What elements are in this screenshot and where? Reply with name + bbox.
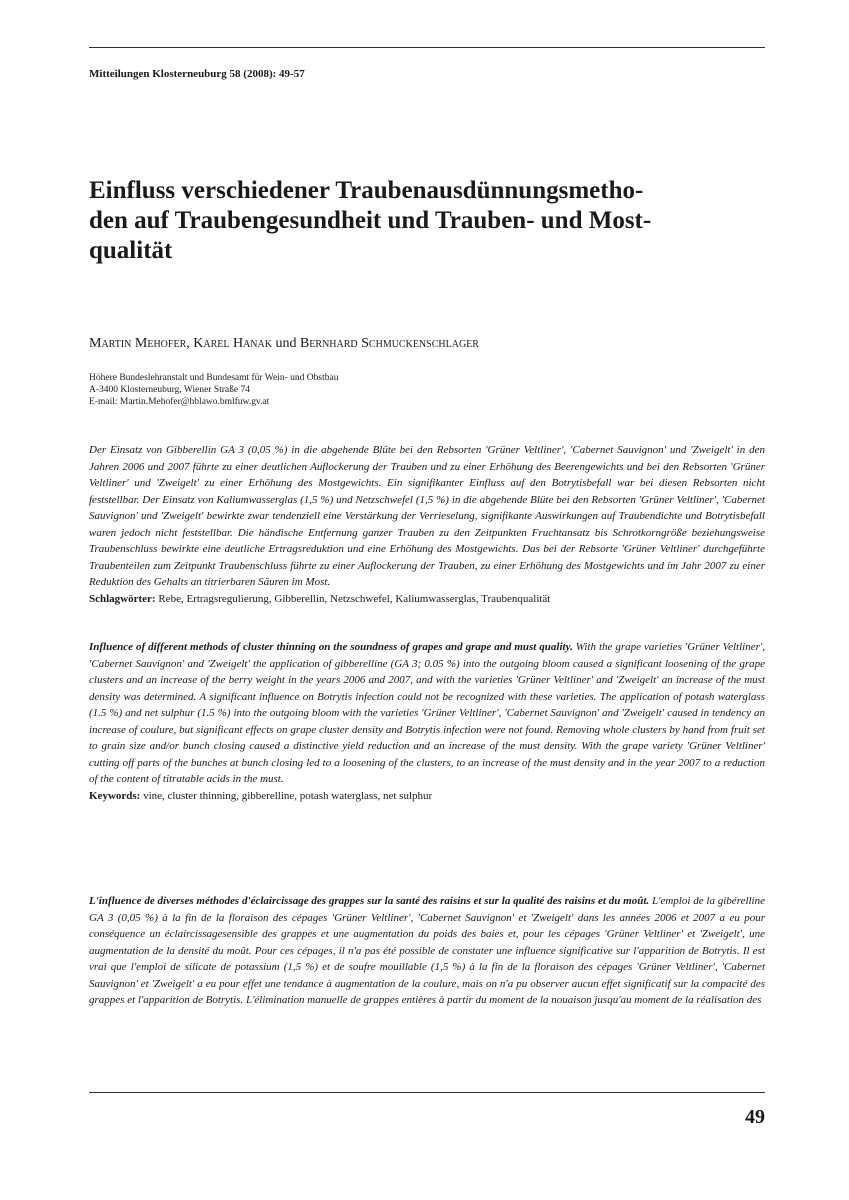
author-1: Martin Mehofer [89, 336, 187, 351]
keywords-english-text: vine, cluster thinning, gibberelline, potash waterglass, net sulphur [140, 789, 433, 802]
abstract-french [89, 893, 765, 1009]
top-rule [89, 47, 765, 48]
author-separator: , [186, 336, 194, 351]
author-list [89, 336, 479, 352]
keywords-german-text: Rebe, Ertragsregulierung, Gibberellin, Netzschwefel, Kaliumwasserglas, Traubenqualität [155, 592, 551, 605]
title-line-2: den auf Traubengesundheit und Trauben- und Most- [89, 207, 652, 234]
author-conjunction: und [271, 336, 300, 351]
title-line-3: qualität [89, 237, 173, 264]
keywords-german [89, 593, 550, 605]
keywords-english [89, 790, 432, 802]
author-3: Bernhard Schmuckenschlager [299, 336, 479, 351]
abstract-german-text: Der Einsatz von Gibberellin GA 3 (0,05 %) in die abgehende Blüte bei den Rebsorten 'Grüner Veltliner', 'Cabernet Sauvignon' und 'Zweigelt' in den Jahren 2006 und 2007 führte zu einer deutlichen Auflockerung der Trauben und zu einer Erhöhung des Beerengewichts und bei den Rebsorten 'Grüner Veltliner' und 'Zweigelt' zu einer Erhöhung des Mostgewichts. Ein signifikanter Einfluss auf den Botrytisbefall war bei diesen Rebsorten nicht feststellbar. Der Einsatz von Kaliumwasserglas (1,5 %) und Netzschwefel (1,5 %) in die abgehende Blüte bei den Rebsorten 'Grüner Veltliner', 'Cabernet Sauvignon' und 'Zweigelt' bewirkte zwar tendenziell eine Verstärkung der Verrieselung, signifikante Auswirkungen auf Traubendichte und Botrytisbefall waren jedoch nicht feststellbar. Die händische Entfernung ganzer Trauben zu den Zeitpunkten Fruchtansatz bis Schrotkorngröße beziehungsweise Traubenschluss bewirkte eine deutliche Ertragsreduktion und eine Erhöhung des Mostgewichts. Das bei der Rebsorte 'Grüner Veltliner' durchgeführte Traubenteilen zum Zeitpunkt Traubenschluss führte zu einer Auflockerung der Trauben, zu einer Erhöhung des Mostgewichts und im Jahr 2007 zu einer Reduktion des Gehalts an titrierbaren Säuren im Most. [89, 444, 765, 588]
abstract-english-title: Influence of different methods of cluster thinning on the soundness of grapes and grape and must quality. [89, 641, 573, 653]
article-title [89, 176, 769, 266]
affiliation [89, 372, 338, 408]
page-number: 49 [745, 1106, 765, 1128]
abstract-english [89, 639, 765, 804]
affiliation-address: A-3400 Klosterneuburg, Wiener Straße 74 [89, 385, 250, 395]
abstract-english-text: With the grape varieties 'Grüner Veltliner', 'Cabernet Sauvignon' and 'Zweigelt' the application of gibberelline (GA 3; 0.05 %) into the outgoing bloom caused a significant loosening of the grape clusters and an increase of the berry weight in the years 2006 and 2007, and with the varieties 'Grüner Veltliner' and 'Zweigelt' an increase of the must density was determined. A significant influence on Botrytis infection could not be recognized with these varieties. The application of potash waterglass (1.5 %) and net sulphur (1.5 %) into the outgoing bloom with the varieties 'Grüner Veltliner', 'Cabernet Sauvignon' and 'Zweigelt' caused in tendency an increase of coulure, but significant effects on grape cluster density and Botrytis infection were not found. Removing whole clusters by hand from fruit set to grain size and/or bunch closing caused a distinctive yield reduction and an increase of the must density. With the grape variety 'Grüner Veltliner' cutting off parts of the bunches at bunch closing led to a loosening of the clusters, to an increase of the must density and in the year 2007 to a reduction of the content of titratable acids in the must. [89, 641, 765, 785]
keywords-english-label: Keywords: [89, 789, 141, 802]
abstract-french-text: L'emploi de la gibérelline GA 3 (0,05 %) à la fin de la floraison des cépages 'Grüner Veltliner', 'Cabernet Sauvignon' et 'Zweigelt' dans les années 2006 et 2007 a eu pour conséquence un éclaircissagesensible des grappes et une augmentation du poids des baies et, pour les cépages 'Grüner Veltliner' et 'Zweigelt', une augmentation de la densité du moût. Pour ces cépages, il n'a pas été possible de constater une influence significative sur l'apparition de Botrytis. Il est vrai que l'emploi de silicate de potassium (1,5 %) et de soufre mouillable (1,5 %) à la fin de la floraison des cépages 'Grüner Veltliner', 'Cabernet Sauvignon' et 'Zweigelt' a eu pour effet une tendance à augmentation de la coulure, mais on n'a pu observer aucun effet significatif sur la compacité des grappes et l'apparition de Botrytis. L'élimination manuelle de grappes entières à partir du moment de la nouaison jusqu'au moment de la réalisation des [89, 895, 766, 1006]
abstract-german [89, 442, 765, 607]
affiliation-institution: Höhere Bundeslehranstalt und Bundesamt für Wein- und Obstbau [89, 373, 339, 383]
affiliation-email: E-mail: Martin.Mehofer@hblawo.bmlfuw.gv.at [89, 397, 270, 407]
bottom-rule [89, 1092, 765, 1093]
title-line-1: Einfluss verschiedener Traubenausdünnungsmetho- [89, 177, 644, 204]
author-2: Karel Hanak [193, 336, 272, 351]
journal-citation: Mitteilungen Klosterneuburg 58 (2008): 49-57 [89, 68, 305, 80]
abstract-french-title: L'influence de diverses méthodes d'éclaircissage des grappes sur la santé des raisins et sur la qualité des raisins et du moût. [89, 895, 650, 907]
keywords-german-label: Schlagwörter: [89, 592, 156, 605]
